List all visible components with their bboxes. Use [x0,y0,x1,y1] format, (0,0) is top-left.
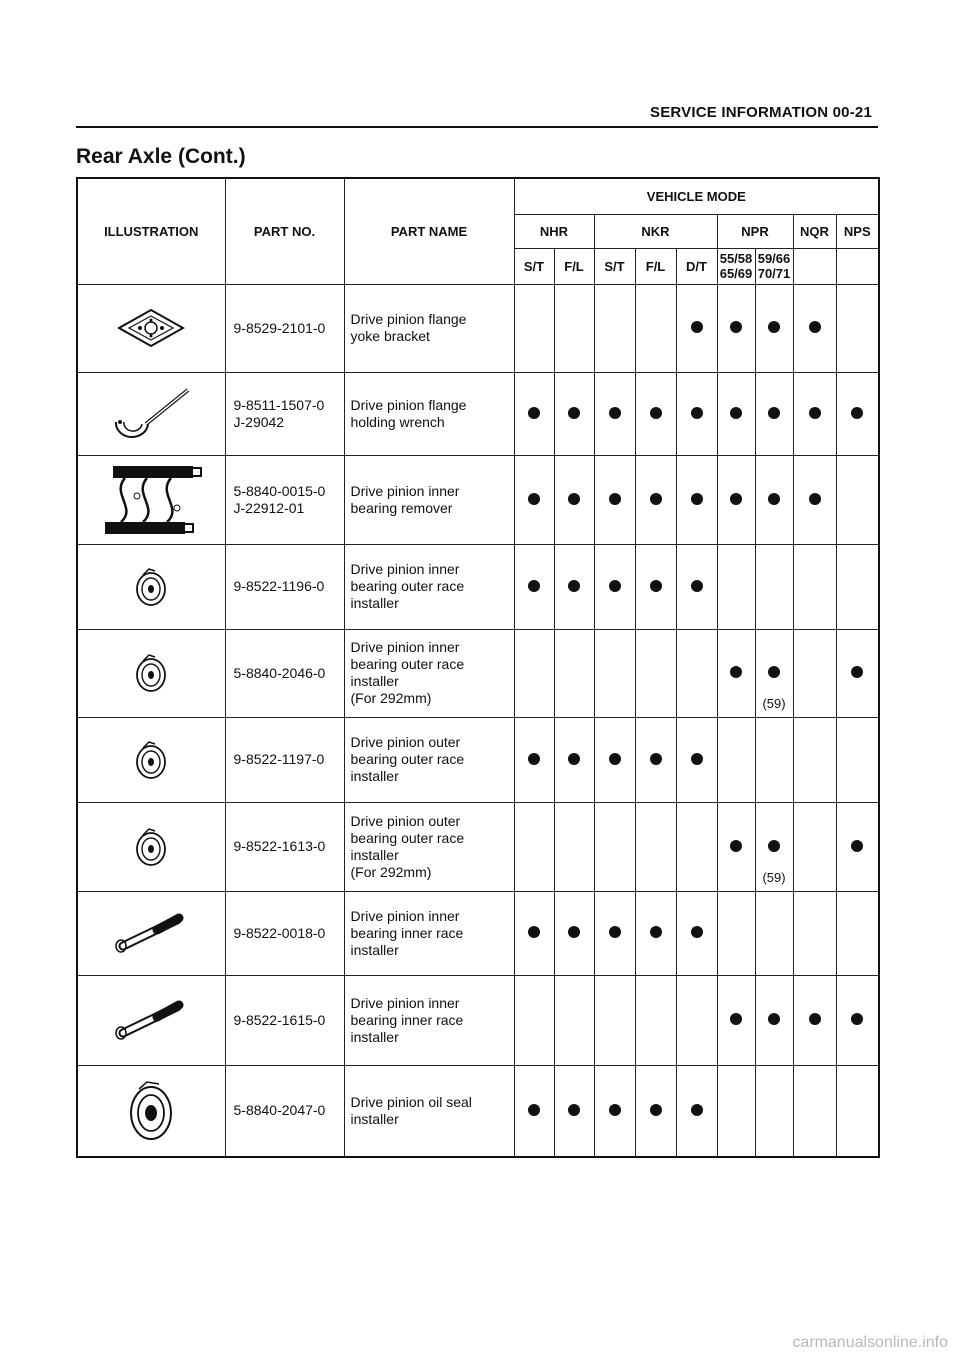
part-name-line: Drive pinion outer [350,812,461,829]
applicability-cell-nhr-fl [554,544,594,629]
applicability-cell-nkr-st [594,544,635,629]
applicability-cell-nhr-fl [554,1065,594,1157]
subcol-header-nkr-st: S/T [594,248,635,284]
applicable-dot [851,840,863,852]
applicable-dot [528,1104,540,1116]
part-number-cell [225,372,344,455]
applicability-cell-npr-5558 [717,891,755,975]
applicability-cell-npr-5966 [755,629,793,717]
applicable-dot [691,1104,703,1116]
subcol-header-nhr-fl: F/L [554,248,594,284]
race-installer-icon [77,802,225,891]
applicable-dot [650,580,662,592]
group-header-nhr: NHR [514,214,594,248]
applicability-cell-nqr [793,717,836,802]
applicability-cell-nhr-st [514,629,554,717]
table-row [77,455,879,544]
subcol-header-npr-5966 [755,248,793,284]
applicability-cell-nkr-st [594,455,635,544]
group-header-nps: NPS [836,214,879,248]
applicable-dot [768,407,780,419]
applicability-cell-nps [836,1065,879,1157]
part-name-line: Drive pinion inner [350,561,460,577]
applicability-cell-npr-5966 [755,975,793,1065]
applicable-dot [768,666,780,678]
part-number-cell [225,284,344,372]
part-name-line: installer [350,1110,399,1127]
applicability-cell-nqr [793,455,836,544]
applicability-cell-nkr-fl [635,544,676,629]
applicability-cell-npr-5558 [717,1065,755,1157]
special-tools-table [76,177,880,1158]
applicability-cell-nqr [793,544,836,629]
part-name-line: bearing inner race [350,1011,464,1028]
vehicle-mode-header: VEHICLE MODE [514,178,879,214]
applicable-dot [609,926,621,938]
applicability-cell-nkr-dt [676,455,717,544]
applicable-dot [851,666,863,678]
subcol-header-nqr [793,248,836,284]
applicability-cell-npr-5558 [717,802,755,891]
part-name-line: installer [350,1028,399,1045]
applicable-dot [730,840,742,852]
applicability-cell-nkr-dt [676,891,717,975]
subcol-header-line: 59/66 [757,251,791,266]
applicable-dot [609,407,621,419]
part-name-line: bearing outer race [350,829,465,846]
applicability-cell-npr-5966 [755,717,793,802]
applicable-dot [650,753,662,765]
col-part-name-header: PART NAME [344,178,514,284]
table-row [77,372,879,455]
part-name-cell [344,455,514,544]
applicability-cell-nps [836,975,879,1065]
applicability-cell-npr-5558 [717,975,755,1065]
group-header-nkr: NKR [594,214,717,248]
part-name-cell [344,891,514,975]
applicability-cell-nkr-st [594,372,635,455]
applicable-dot [809,321,821,333]
group-header-npr: NPR [717,214,793,248]
race-installer-icon [77,629,225,717]
applicable-dot [528,926,540,938]
inner-race-installer-icon [77,975,225,1065]
subcol-header-line: 55/58 [719,251,753,266]
part-number: 9-8529-2101-0 [233,319,326,336]
part-number-cell [225,1065,344,1157]
applicable-dot [768,493,780,505]
part-number-cell [225,802,344,891]
part-name-line: Drive pinion inner [350,639,460,655]
applicable-dot [568,1104,580,1116]
part-name-line: yoke bracket [350,328,430,344]
applicability-cell-nkr-fl [635,1065,676,1157]
subcol-header-nkr-fl: F/L [635,248,676,284]
applicability-cell-nqr [793,372,836,455]
applicability-cell-nps [836,629,879,717]
applicability-cell-npr-5558 [717,544,755,629]
watermark: carmanualsonline.info [792,1334,948,1351]
table-row [77,802,879,891]
part-number: 9-8522-1196-0 [233,578,325,594]
applicable-dot [609,753,621,765]
applicable-dot [851,1013,863,1025]
applicability-cell-nhr-st [514,372,554,455]
page-header-title: SERVICE INFORMATION 00-21 [650,104,872,121]
applicability-cell-nhr-fl [554,629,594,717]
applicable-dot [568,753,580,765]
applicable-dot [809,1013,821,1025]
applicable-dot [568,493,580,505]
applicability-cell-nhr-st [514,284,554,372]
applicable-dot [730,666,742,678]
applicable-dot [851,407,863,419]
applicable-dot [568,580,580,592]
part-name-cell [344,629,514,717]
part-name-cell [344,1065,514,1157]
part-name-line: (For 292mm) [350,690,432,706]
applicability-cell-nqr [793,629,836,717]
part-number: 9-8522-1613-0 [233,838,326,854]
applicability-cell-nkr-dt [676,284,717,372]
applicable-dot [809,493,821,505]
applicability-cell-nhr-fl [554,455,594,544]
part-name-line: Drive pinion flange [350,396,467,413]
part-name-cell [344,802,514,891]
applicable-dot [691,926,703,938]
part-number: 9-8522-1197-0 [233,751,325,767]
applicable-dot [768,321,780,333]
applicability-cell-nkr-st [594,802,635,891]
applicability-cell-nps [836,372,879,455]
applicability-cell-npr-5966 [755,544,793,629]
part-number: J-22912-01 [233,499,305,516]
part-name-line: Drive pinion outer [350,734,461,750]
applicability-cell-nhr-st [514,802,554,891]
applicability-cell-nhr-st [514,1065,554,1157]
applicable-dot [568,407,580,419]
applicability-cell-nps [836,284,879,372]
part-name-line: installer [350,846,399,863]
part-number: 5-8840-2047-0 [233,1102,326,1119]
applicable-dot [528,407,540,419]
applicable-dot [650,407,662,419]
applicability-cell-nkr-fl [635,975,676,1065]
applicability-cell-nqr [793,1065,836,1157]
part-name-cell [344,284,514,372]
part-name-line: (For 292mm) [350,863,432,880]
table-row [77,284,879,372]
applicability-cell-nps [836,455,879,544]
header-rule [76,126,878,128]
applicable-dot [730,407,742,419]
applicable-dot [650,493,662,505]
applicability-cell-nkr-st [594,284,635,372]
applicable-dot [609,1104,621,1116]
part-name-line: installer [350,673,399,689]
bearing-remover-icon [77,455,225,544]
applicable-dot [650,1104,662,1116]
part-name-line: bearing outer race [350,578,465,594]
applicability-note: (59) [762,695,786,711]
section-title: Rear Axle (Cont.) [76,145,246,168]
applicability-cell-npr-5558 [717,372,755,455]
part-name-line: installer [350,941,399,958]
part-number-cell [225,629,344,717]
applicability-cell-nhr-fl [554,372,594,455]
part-name-line: Drive pinion inner [350,482,460,499]
applicability-cell-nkr-fl [635,891,676,975]
applicable-dot [730,1013,742,1025]
applicability-cell-nkr-dt [676,629,717,717]
applicability-cell-nkr-dt [676,372,717,455]
part-number: 9-8522-0018-0 [233,924,326,941]
applicability-cell-nkr-dt [676,975,717,1065]
applicable-dot [691,321,703,333]
part-name-cell [344,544,514,629]
applicable-dot [528,580,540,592]
part-name-line: bearing inner race [350,924,464,941]
col-part-no-header: PART NO. [225,178,344,284]
applicability-cell-npr-5558 [717,629,755,717]
applicability-cell-nqr [793,284,836,372]
oil-seal-installer-icon [77,1065,225,1157]
race-installer-icon [77,717,225,802]
part-name-cell [344,372,514,455]
applicability-cell-nhr-fl [554,802,594,891]
subcol-header-line: 65/69 [719,266,753,281]
applicability-cell-nps [836,802,879,891]
applicability-cell-nhr-st [514,717,554,802]
applicability-cell-nkr-st [594,975,635,1065]
applicability-cell-nhr-fl [554,975,594,1065]
part-name-line: Drive pinion inner [350,994,460,1011]
applicability-cell-nhr-fl [554,717,594,802]
applicability-cell-nhr-st [514,455,554,544]
part-name-line: holding wrench [350,413,445,430]
subcol-header-nkr-dt: D/T [676,248,717,284]
part-name-cell [344,975,514,1065]
subcol-header-npr-5558 [717,248,755,284]
applicability-cell-nkr-dt [676,717,717,802]
part-name-line: bearing outer race [350,656,465,672]
race-installer-icon [77,544,225,629]
applicability-cell-nkr-fl [635,802,676,891]
part-name-line: installer [350,768,399,784]
applicable-dot [691,493,703,505]
part-number-cell [225,544,344,629]
part-number: 9-8511-1507-0 [233,396,325,413]
applicability-cell-nhr-fl [554,891,594,975]
table-row [77,891,879,975]
applicable-dot [809,407,821,419]
part-number-cell [225,891,344,975]
part-name-line: Drive pinion flange [350,311,467,327]
subcol-header-nps [836,248,879,284]
part-number-cell [225,975,344,1065]
applicability-cell-npr-5966 [755,1065,793,1157]
table-row [77,975,879,1065]
applicability-cell-nhr-st [514,891,554,975]
group-header-nqr: NQR [793,214,836,248]
applicable-dot [768,1013,780,1025]
applicable-dot [650,926,662,938]
inner-race-installer-icon [77,891,225,975]
part-number-cell [225,717,344,802]
applicable-dot [730,321,742,333]
table-row [77,1065,879,1157]
part-name-line: bearing remover [350,499,453,516]
applicable-dot [528,493,540,505]
applicability-cell-nqr [793,975,836,1065]
applicability-cell-nps [836,544,879,629]
applicability-cell-nkr-fl [635,372,676,455]
applicability-note: (59) [762,869,786,885]
applicable-dot [768,840,780,852]
subcol-header-line: 70/71 [757,266,791,281]
applicable-dot [691,407,703,419]
applicability-cell-nqr [793,802,836,891]
part-name-line: Drive pinion inner [350,907,460,924]
applicability-cell-npr-5966 [755,891,793,975]
table-row [77,717,879,802]
col-illustration-header: ILLUSTRATION [77,178,225,284]
applicable-dot [568,926,580,938]
applicability-cell-nps [836,891,879,975]
part-number: 5-8840-2046-0 [233,664,326,681]
applicable-dot [609,493,621,505]
applicability-cell-npr-5966 [755,284,793,372]
applicability-cell-nkr-st [594,1065,635,1157]
applicability-cell-nhr-fl [554,284,594,372]
applicability-cell-nkr-st [594,717,635,802]
table-row [77,629,879,717]
applicability-cell-npr-5558 [717,717,755,802]
applicability-cell-nkr-dt [676,802,717,891]
applicable-dot [609,580,621,592]
applicability-cell-nps [836,717,879,802]
applicability-cell-npr-5558 [717,284,755,372]
applicability-cell-nkr-fl [635,455,676,544]
applicability-cell-npr-5966 [755,802,793,891]
part-name-line: bearing outer race [350,751,465,767]
holding-wrench-icon [77,372,225,455]
applicability-cell-nqr [793,891,836,975]
applicable-dot [730,493,742,505]
part-number: 5-8840-0015-0 [233,482,326,499]
applicable-dot [691,753,703,765]
applicability-cell-nkr-fl [635,629,676,717]
part-number: J-29042 [233,413,285,430]
applicable-dot [528,753,540,765]
applicability-cell-npr-5966 [755,372,793,455]
subcol-header-nhr-st: S/T [514,248,554,284]
part-name-line: installer [350,595,399,611]
applicability-cell-nkr-dt [676,544,717,629]
table-row [77,544,879,629]
part-name-line: Drive pinion oil seal [350,1093,472,1110]
applicability-cell-nkr-fl [635,717,676,802]
applicability-cell-nkr-dt [676,1065,717,1157]
applicability-cell-nhr-st [514,975,554,1065]
applicability-cell-nhr-st [514,544,554,629]
applicability-cell-nkr-st [594,629,635,717]
applicability-cell-nkr-fl [635,284,676,372]
part-number-cell [225,455,344,544]
applicability-cell-nkr-st [594,891,635,975]
applicability-cell-npr-5558 [717,455,755,544]
part-name-cell [344,717,514,802]
applicability-cell-npr-5966 [755,455,793,544]
part-number: 9-8522-1615-0 [233,1011,326,1028]
applicable-dot [691,580,703,592]
yoke-bracket-icon [77,284,225,372]
